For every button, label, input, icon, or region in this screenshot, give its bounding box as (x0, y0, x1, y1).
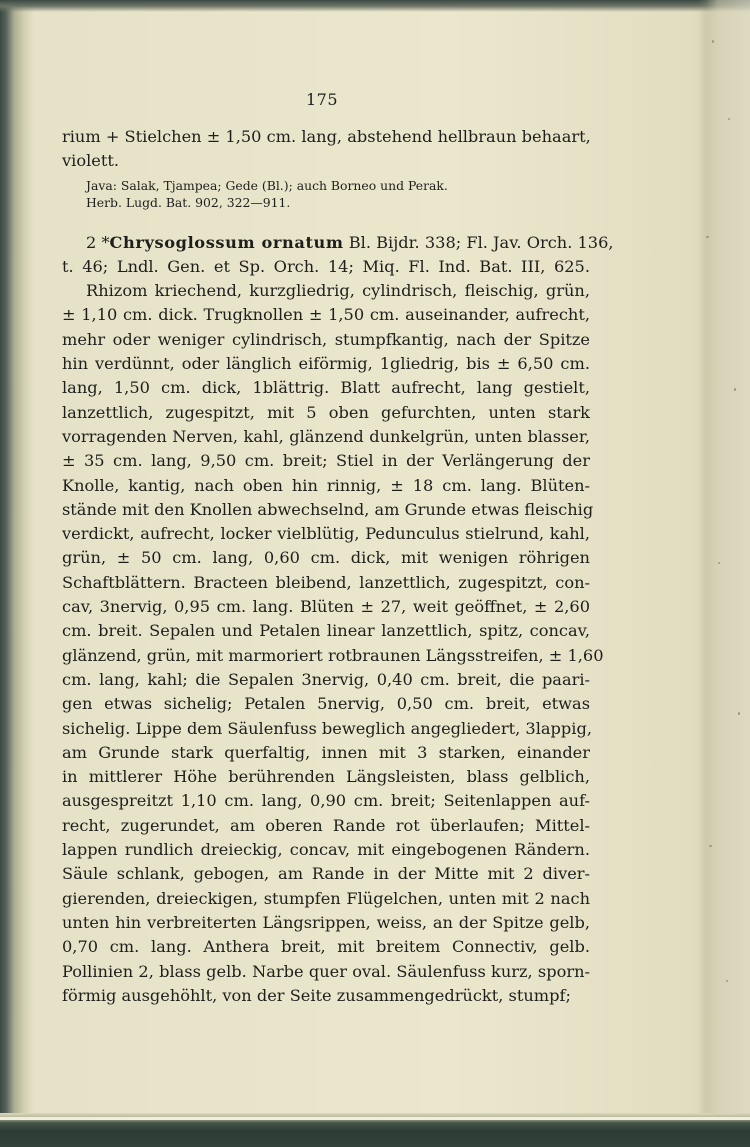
text-line: förmig ausgehöhlt, von der Seite zusammengedrückt, stumpf; (62, 985, 571, 1005)
text-line: ± 35 cm. lang, 9,50 cm. breit; Stiel in der Verlängerung der (62, 451, 590, 471)
book-cover-edge (0, 1113, 750, 1147)
text-line: grün, ± 50 cm. lang, 0,60 cm. dick, mit wenigen röhrigen (62, 548, 590, 568)
species-heading-line (62, 231, 614, 255)
text-line: unten hin verbreiterten Längsrippen, weiss, an der Spitze gelb, (62, 912, 590, 932)
text-line: glänzend, grün, mit marmoriert rotbraunen Längsstreifen, ± 1,60 (62, 645, 604, 665)
paper-speck (738, 712, 740, 715)
section-spacer (62, 211, 590, 231)
text-line: cm. lang, kahl; die Sepalen 3nervig, 0,40 cm. breit, die paari- (62, 669, 590, 689)
text-line: lang, 1,50 cm. dick, 1blättrig. Blatt aufrecht, lang gestielt, (62, 378, 590, 398)
page-body (62, 125, 614, 1008)
text-line: ausgespreitzt 1,10 cm. lang, 0,90 cm. breit; Seitenlappen auf- (62, 791, 590, 811)
text-line: recht, zugerundet, am oberen Rande rot überlaufen; Mittel- (62, 815, 590, 835)
text-line: Schaftblättern. Bracteen bleibend, lanzettlich, zugespitzt, con- (62, 572, 590, 592)
text-line: 0,70 cm. lang. Anthera breit, mit breitem Connectiv, gelb. (62, 937, 590, 957)
text-line: rium + Stielchen ± 1,50 cm. lang, abstehend hellbraun behaart, (62, 127, 591, 146)
paper-speck (706, 236, 709, 238)
right-page-edge (698, 0, 750, 1147)
text-line: gierenden, dreieckigen, stumpfen Flügelchen, unten mit 2 nach (62, 888, 590, 908)
species-citation: Bl. Bijdr. 338; Fl. Jav. Orch. 136, (343, 232, 614, 252)
text-line: am Grunde stark querfaltig, innen mit 3 starken, einander (62, 742, 590, 762)
page-edge-sliver (0, 1117, 750, 1120)
text-line: in mittlerer Höhe berührenden Längsleisten, blass gelblich, (62, 767, 590, 787)
text-line: cm. breit. Sepalen und Petalen linear lanzettlich, spitz, concav, (62, 621, 590, 641)
species-name: Chrysoglossum ornatum (109, 232, 344, 252)
text-line: violett. (62, 151, 119, 171)
paper-speck (734, 388, 736, 391)
text-line: Knolle, kantig, nach oben hin rinnig, ± 18 cm. lang. Blüten- (62, 475, 590, 495)
text-line: stände mit den Knollen abwechselnd, am Grunde etwas fleischig (62, 499, 594, 519)
text-line: lappen rundlich dreieckig, concav, mit eingebogenen Rändern. (62, 840, 590, 860)
text-line: sichelig. Lippe dem Säulenfuss beweglich angegliedert, 3lappig, (62, 718, 592, 738)
text-line: mehr oder weniger cylindrisch, stumpfkantig, nach der Spitze (62, 329, 590, 349)
text-line: t. 46; Lndl. Gen. et Sp. Orch. 14; Miq. Fl. Ind. Bat. III, 625. (62, 256, 590, 276)
paper-speck (718, 562, 720, 564)
distribution-note: Java: Salak, Tjampea; Gede (Bl.); auch Borneo und Perak. (86, 177, 448, 193)
text-line: lanzettlich, zugespitzt, mit 5 oben gefurchten, unten stark (62, 402, 590, 422)
text-line: vorragenden Nerven, kahl, glänzend dunkelgrün, unten blasser, (62, 426, 590, 446)
text-line: cav, 3nervig, 0,95 cm. lang. Blüten ± 27, weit geöffnet, ± 2,60 (62, 597, 590, 617)
text-line: gen etwas sichelig; Petalen 5nervig, 0,50 cm. breit, etwas (62, 694, 590, 714)
paper-speck (726, 980, 728, 982)
paper-speck (709, 845, 712, 847)
paper-speck (712, 40, 714, 43)
text-line: ± 1,10 cm. dick. Trugknollen ± 1,50 cm. auseinander, aufrecht, (62, 305, 590, 325)
text-line: Pollinien 2, blass gelb. Narbe quer oval. Säulenfuss kurz, sporn- (62, 961, 590, 981)
text-line: Rhizom kriechend, kurzgliedrig, cylindrisch, fleischig, grün, (86, 281, 590, 301)
text-line: hin verdünnt, oder länglich eiförmig, 1gliedrig, bis ± 6,50 cm. (62, 354, 590, 374)
text-line: Säule schlank, gebogen, am Rande in der Mitte mit 2 diver- (62, 864, 590, 884)
herbarium-note: Herb. Lugd. Bat. 902, 322—911. (86, 194, 291, 210)
paper-speck (728, 118, 730, 120)
text-line: verdickt, aufrecht, locker vielblütig, Pedunculus stielrund, kahl, (62, 524, 590, 544)
species-number: 2 * (86, 232, 110, 252)
page-number: 175 (305, 90, 339, 109)
top-page-edge (0, 0, 750, 12)
